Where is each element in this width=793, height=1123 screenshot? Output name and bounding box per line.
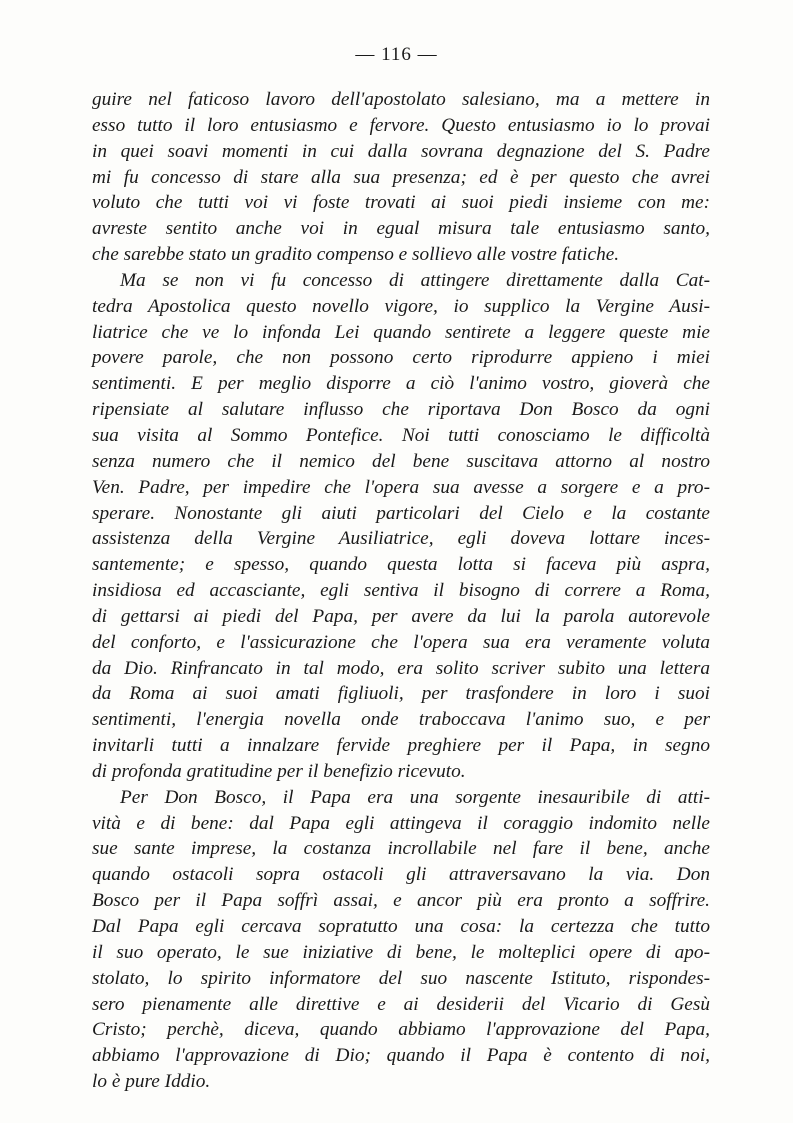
text-line: ripensiate al salutare influsso che riportava Don Bosco da ogni: [92, 399, 710, 421]
text-line: sue sante imprese, la costanza incrollabile nel fare il bene, anche: [92, 838, 710, 860]
text-line: Ma se non vi fu concesso di attingere direttamente dalla Cat-: [120, 269, 710, 291]
text-line: sero pienamente alle direttive e ai desiderii del Vicario di Gesù: [92, 993, 710, 1015]
text-line: guire nel faticoso lavoro dell'apostolato salesiano, ma a mettere in: [92, 89, 710, 110]
text-line: Bosco per il Papa soffrì assai, e ancor più era pronto a soffrire.: [92, 890, 710, 912]
text-line: di gettarsi ai piedi del Papa, per avere da lui la parola autorevole: [92, 605, 710, 627]
text-line: insidiosa ed accasciante, egli sentiva il bisogno di correre a Roma,: [92, 580, 710, 602]
text-line: mi fu concesso di stare alla sua presenza; ed è per questo che avrei: [92, 166, 710, 188]
text-line: sperare. Nonostante gli aiuti particolari del Cielo e la costante: [92, 502, 710, 524]
text-line: Ven. Padre, per impedire che l'opera sua avesse a sorgere e a pro-: [92, 476, 710, 498]
text-line: sentimenti. E per meglio disporre a ciò l'animo vostro, gioverà che: [92, 373, 710, 395]
text-line: che sarebbe stato un gradito compenso e sollievo alle vostre fatiche.: [92, 244, 620, 266]
text-line: lo è pure Iddio.: [92, 1071, 211, 1093]
text-line: di profonda gratitudine per il benefizio ricevuto.: [92, 760, 466, 782]
text-line: sua visita al Sommo Pontefice. Noi tutti conosciamo le difficoltà: [92, 424, 710, 446]
text-line: tedra Apostolica questo novello vigore, io supplico la Vergine Ausi-: [92, 295, 710, 317]
body-text: [92, 87, 710, 1095]
text-line: voluto che tutti voi vi foste trovati ai suoi piedi insieme con me:: [92, 192, 710, 214]
text-line: abbiamo l'approvazione di Dio; quando il Papa è contento di noi,: [92, 1045, 710, 1067]
text-line: santemente; e spesso, quando questa lotta si faceva più aspra,: [92, 554, 710, 576]
text-line: vità e di bene: dal Papa egli attingeva il coraggio indomito nelle: [92, 812, 710, 834]
text-line: da Dio. Rinfrancato in tal modo, era solito scriver subito una lettera: [92, 657, 710, 679]
text-line: quando ostacoli sopra ostacoli gli attraversavano la via. Don: [92, 864, 710, 886]
text-line: liatrice che ve lo infonda Lei quando sentirete a leggere queste mie: [92, 321, 710, 343]
page-number: — 116 —: [355, 44, 438, 65]
text-line: sentimenti, l'energia novella onde traboccava l'animo suo, e per: [92, 709, 710, 731]
text-line: da Roma ai suoi amati figliuoli, per trasfondere in loro i suoi: [92, 683, 710, 705]
text-line: in quei soavi momenti in cui dalla sovrana degnazione del S. Padre: [92, 140, 710, 162]
text-line: assistenza della Vergine Ausiliatrice, egli doveva lottare inces-: [92, 528, 710, 550]
text-line: il suo operato, le sue iniziative di bene, le molteplici opere di apo-: [92, 941, 710, 963]
text-line: povere parole, che non possono certo riprodurre appieno i miei: [92, 347, 710, 369]
text-line: senza numero che il nemico del bene suscitava attorno al nostro: [92, 450, 710, 472]
text-line: Dal Papa egli cercava sopratutto una cosa: la certezza che tutto: [92, 916, 710, 937]
text-line: Cristo; perchè, diceva, quando abbiamo l'approvazione del Papa,: [92, 1019, 710, 1041]
text-line: stolato, lo spirito informatore del suo nascente Istituto, rispondes-: [92, 967, 710, 989]
text-line: Per Don Bosco, il Papa era una sorgente inesauribile di atti-: [120, 786, 710, 808]
text-line: del conforto, e l'assicurazione che l'opera sua era veramente voluta: [92, 631, 710, 653]
text-line: invitarli tutti a innalzare fervide preghiere per il Papa, in segno: [92, 735, 710, 757]
text-line: esso tutto il loro entusiasmo e fervore. Questo entusiasmo io lo provai: [92, 114, 710, 136]
text-line: avreste sentito anche voi in egual misura tale entusiasmo santo,: [92, 218, 710, 240]
